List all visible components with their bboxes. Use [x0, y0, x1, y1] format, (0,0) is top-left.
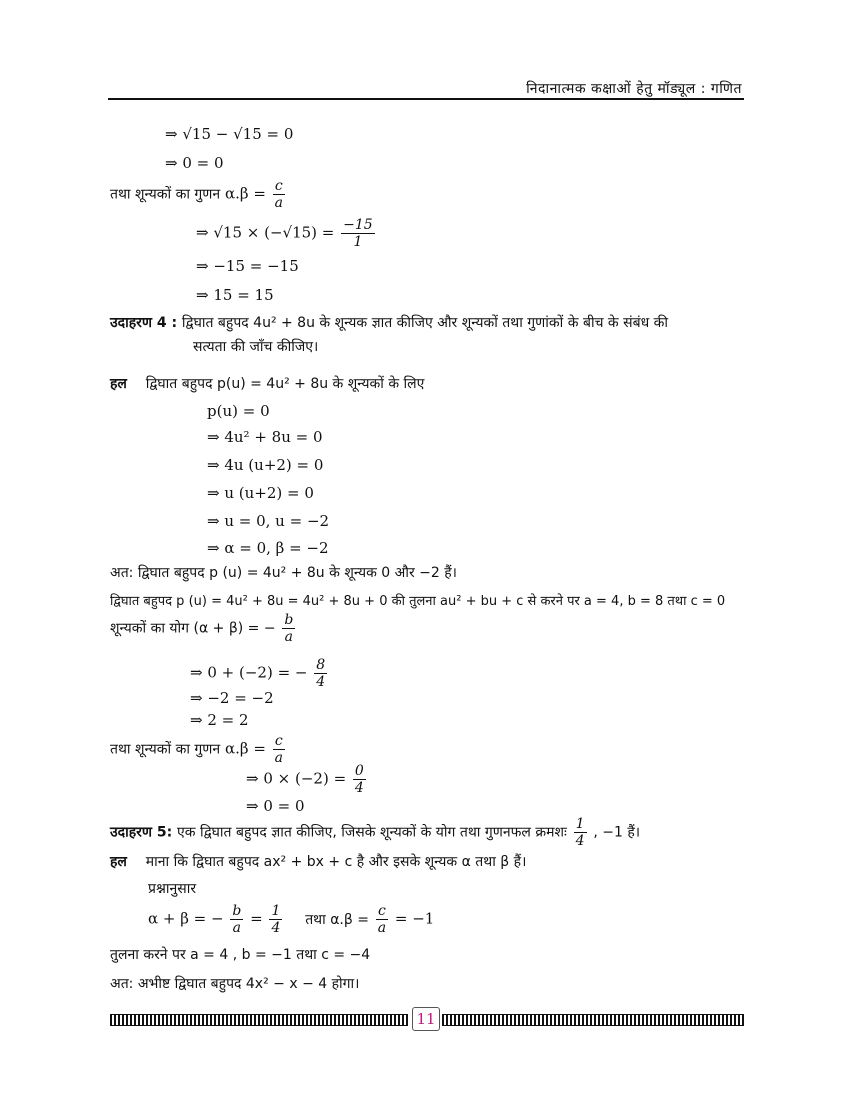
- math-expr: ⇒ 0 + (−2) = −: [190, 663, 308, 682]
- equation-line: ⇒ −15 = −15: [196, 257, 299, 275]
- equation-line: ⇒ 4u² + 8u = 0: [207, 428, 323, 446]
- example-label: उदाहरण 5:: [110, 824, 173, 841]
- numerator: 1: [575, 816, 585, 832]
- header-rule: [108, 98, 744, 100]
- equation-line: [190, 657, 329, 690]
- fraction: [273, 178, 285, 211]
- equation-line: p(u) = 0: [207, 402, 270, 420]
- math-expr: =: [250, 909, 263, 928]
- text-label: तथा शून्यकों का गुणन: [110, 186, 221, 203]
- example-label: उदाहरण 4 :: [110, 315, 178, 331]
- equation-line: [196, 217, 377, 250]
- math-expr: α + β = −: [148, 909, 224, 928]
- footer-border-left: [110, 1014, 408, 1026]
- text-label: तथा शून्यकों का गुणन: [110, 741, 221, 758]
- denominator: a: [274, 750, 284, 766]
- denominator: 4: [575, 833, 585, 849]
- footer-border-right: [442, 1014, 744, 1026]
- denominator: a: [377, 920, 387, 936]
- denominator: a: [232, 920, 242, 936]
- equation-line: ⇒ 0 = 0: [246, 797, 305, 815]
- solution-label: हल: [110, 854, 127, 870]
- example-5: [110, 816, 640, 849]
- solution-text: माना कि द्विघात बहुपद ax² + bx + c है और इसके शून्यक α तथा β हैं।: [145, 854, 527, 870]
- solution-label: हल: [110, 376, 127, 392]
- denominator: a: [284, 629, 294, 645]
- numerator: b: [232, 903, 242, 919]
- math-expr: ⇒ √15 × (−√15) =: [196, 223, 335, 242]
- fraction: [282, 612, 295, 645]
- equation-line: ⇒ α = 0, β = −2: [207, 539, 329, 557]
- equation-line: ⇒ 4u (u+2) = 0: [207, 456, 324, 474]
- numerator: 1: [271, 903, 281, 919]
- numerator: c: [378, 903, 386, 919]
- equation-line: [110, 733, 287, 766]
- fraction: [314, 657, 327, 690]
- numerator: c: [274, 178, 283, 194]
- equation-line: [246, 763, 368, 796]
- example-text: द्विघात बहुपद 4u² + 8u के शून्यक ज्ञात कीजिए और शून्यकों तथा गुणांकों के बीच के संबंध की: [181, 315, 669, 331]
- math-expr: = −1: [394, 909, 435, 928]
- numerator: b: [284, 612, 294, 628]
- equation-line: ⇒ 2 = 2: [190, 711, 249, 729]
- fraction: [376, 903, 388, 936]
- page-number: 11: [412, 1007, 440, 1031]
- fraction: [269, 903, 282, 936]
- denominator: 1: [353, 234, 363, 250]
- equation-line: ⇒ u = 0, u = −2: [207, 512, 330, 530]
- fraction: [273, 733, 285, 766]
- equation-line: ⇒ u (u+2) = 0: [207, 484, 314, 502]
- solution-intro: [110, 851, 526, 872]
- equation-line: ⇒ 0 = 0: [165, 154, 224, 172]
- numerator: −15: [343, 217, 373, 233]
- equation-line: ⇒ 15 = 15: [196, 286, 274, 304]
- denominator: 4: [316, 674, 326, 690]
- solution-text: द्विघात बहुपद p(u) = 4u² + 8u के शून्यकों के लिए: [145, 376, 425, 392]
- comparison-line: तुलना करने पर a = 4 , b = −1 तथा c = −4: [110, 947, 371, 963]
- equation-line: ⇒ √15 − √15 = 0: [165, 125, 294, 143]
- comparison-line: द्विघात बहुपद p (u) = 4u² + 8u = 4u² + 8u + 0 की तुलना au² + bu + c से करने पर a = 4, b = 8 तथा c = 0: [110, 594, 726, 609]
- math-expr: तथा α.β =: [305, 911, 369, 928]
- math-expr: शून्यकों का योग (α + β) = −: [110, 620, 276, 637]
- denominator: 4: [354, 780, 364, 796]
- fraction: [341, 217, 375, 250]
- numerator: 0: [354, 763, 364, 779]
- equation-line: [110, 178, 287, 211]
- fraction: [230, 903, 243, 936]
- numerator: 8: [316, 657, 326, 673]
- example-4: [110, 312, 668, 333]
- denominator: a: [274, 195, 284, 211]
- equation-line: ⇒ −2 = −2: [190, 689, 274, 707]
- solution-intro: [110, 373, 424, 394]
- math-expr: α.β =: [224, 739, 266, 758]
- conclusion-line: अत: द्विघात बहुपद p (u) = 4u² + 8u के शून्यक 0 और −2 हैं।: [110, 565, 457, 581]
- math-expr: ⇒ 0 × (−2) =: [246, 769, 347, 788]
- fraction: [574, 816, 587, 849]
- equation-line: [110, 612, 297, 645]
- fraction: [353, 763, 366, 796]
- equation-line: [148, 903, 434, 936]
- conclusion-line: अत: अभीष्ट द्विघात बहुपद 4x² − x − 4 होगा।: [110, 976, 360, 992]
- text-line: प्रश्नानुसार: [148, 881, 197, 897]
- denominator: 4: [271, 920, 281, 936]
- example-text: , −1 हैं।: [593, 824, 641, 841]
- running-header: निदानात्मक कक्षाओं हेतु मॉड्यूल : गणित: [526, 81, 742, 97]
- numerator: c: [274, 733, 283, 749]
- example-text-cont: सत्यता की जाँच कीजिए।: [193, 339, 319, 355]
- math-expr: α.β =: [224, 184, 266, 203]
- example-text: एक द्विघात बहुपद ज्ञात कीजिए, जिसके शून्यकों के योग तथा गुणनफल क्रमशः: [177, 824, 567, 841]
